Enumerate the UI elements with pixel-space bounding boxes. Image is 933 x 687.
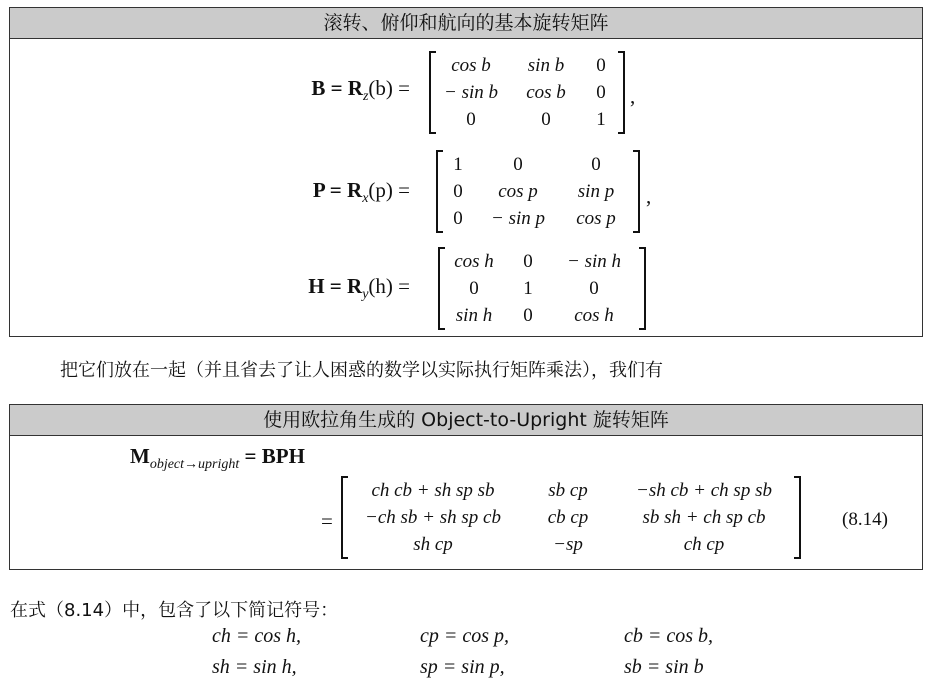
matrix-cell: sin h	[455, 305, 493, 326]
matrix-cell: cos p	[576, 208, 616, 229]
matrix-cell: ch cb + sh sp sb	[371, 480, 495, 501]
abbreviation-sh: sh = sin h,	[212, 656, 297, 678]
box-title: 使用欧拉角生成的 Object-to-Upright 旋转矩阵	[10, 405, 922, 436]
matrix-cell: 0	[469, 278, 479, 299]
matrix-cell: −sp	[553, 534, 583, 555]
matrix-cell: cos h	[454, 251, 494, 272]
matrix-cell: 1	[596, 109, 606, 130]
equals-sign: =	[321, 509, 333, 533]
abbreviation-ch: ch = cos h,	[212, 625, 302, 647]
matrix-cell: − sin h	[567, 251, 621, 272]
matrix-cell: 0	[453, 181, 463, 202]
combine-sentence: 把它们放在一起（并且省去了让人困惑的数学以实际执行矩阵乘法），我们有	[60, 360, 663, 381]
matrix-b-label: $B = R_z(b)$ =	[311, 76, 410, 104]
matrix-cell: 0	[453, 208, 463, 229]
matrix-p-label: $P = R_x(p)$ =	[312, 178, 410, 206]
matrix-cell: sb sh + ch sp cb	[642, 507, 766, 528]
notation-sentence: 在式（8.14）中，包含了以下简记符号：	[10, 600, 339, 621]
abbreviation-sp: sp = sin p,	[420, 656, 505, 678]
matrix-cell: cb cp	[547, 507, 589, 528]
matrix-cell: cos b	[526, 82, 566, 103]
abbreviation-sb: sb = sin b	[624, 656, 704, 678]
matrix-cell: 1	[523, 278, 533, 299]
matrix-cell: cos p	[498, 181, 538, 202]
matrix-p	[436, 151, 640, 232]
matrix-cell: −ch sb + sh sp cb	[365, 507, 501, 528]
matrix-cell: 0	[589, 278, 599, 299]
matrix-cell: 0	[466, 109, 476, 130]
matrix-h-label: $H = R_y(h)$ =	[308, 274, 410, 302]
abbreviation-cb: cb = cos b,	[624, 625, 714, 647]
matrix-cell: 0	[523, 305, 533, 326]
matrix-cell: cos h	[574, 305, 614, 326]
matrix-cell: − sin p	[491, 208, 545, 229]
object-to-upright-matrix-box	[9, 404, 923, 570]
matrix-cell: 0	[596, 55, 606, 76]
matrix-cell: 0	[591, 154, 601, 175]
matrix-cell: sin b	[527, 55, 565, 76]
matrix-cell: ch cp	[683, 534, 725, 555]
matrix-cell: 0	[523, 251, 533, 272]
matrix-b	[429, 52, 625, 133]
matrix-cell: sh cp	[413, 534, 453, 555]
m-object-upright-label: $M_{object\to upright}$ = BPH	[130, 444, 305, 472]
object-to-upright-matrix	[341, 477, 801, 558]
matrix-cell: 0	[596, 82, 606, 103]
matrix-h	[438, 248, 646, 329]
matrix-cell: 0	[513, 154, 523, 175]
matrix-b-comma: ,	[630, 84, 636, 108]
equation-number: (8.14)	[842, 509, 888, 530]
matrix-cell: sin p	[577, 181, 615, 202]
matrix-cell: −sh cb + ch sp sb	[636, 480, 772, 501]
basic-rotation-matrices-box	[9, 7, 923, 337]
matrix-p-comma: ,	[646, 184, 652, 208]
abbreviation-cp: cp = cos p,	[420, 625, 510, 647]
matrix-cell: 0	[541, 109, 551, 130]
matrix-cell: 1	[453, 154, 463, 175]
matrix-cell: − sin b	[444, 82, 498, 103]
matrix-cell: sb cp	[548, 480, 588, 501]
box-title: 滚转、俯仰和航向的基本旋转矩阵	[10, 8, 922, 39]
matrix-cell: cos b	[451, 55, 491, 76]
